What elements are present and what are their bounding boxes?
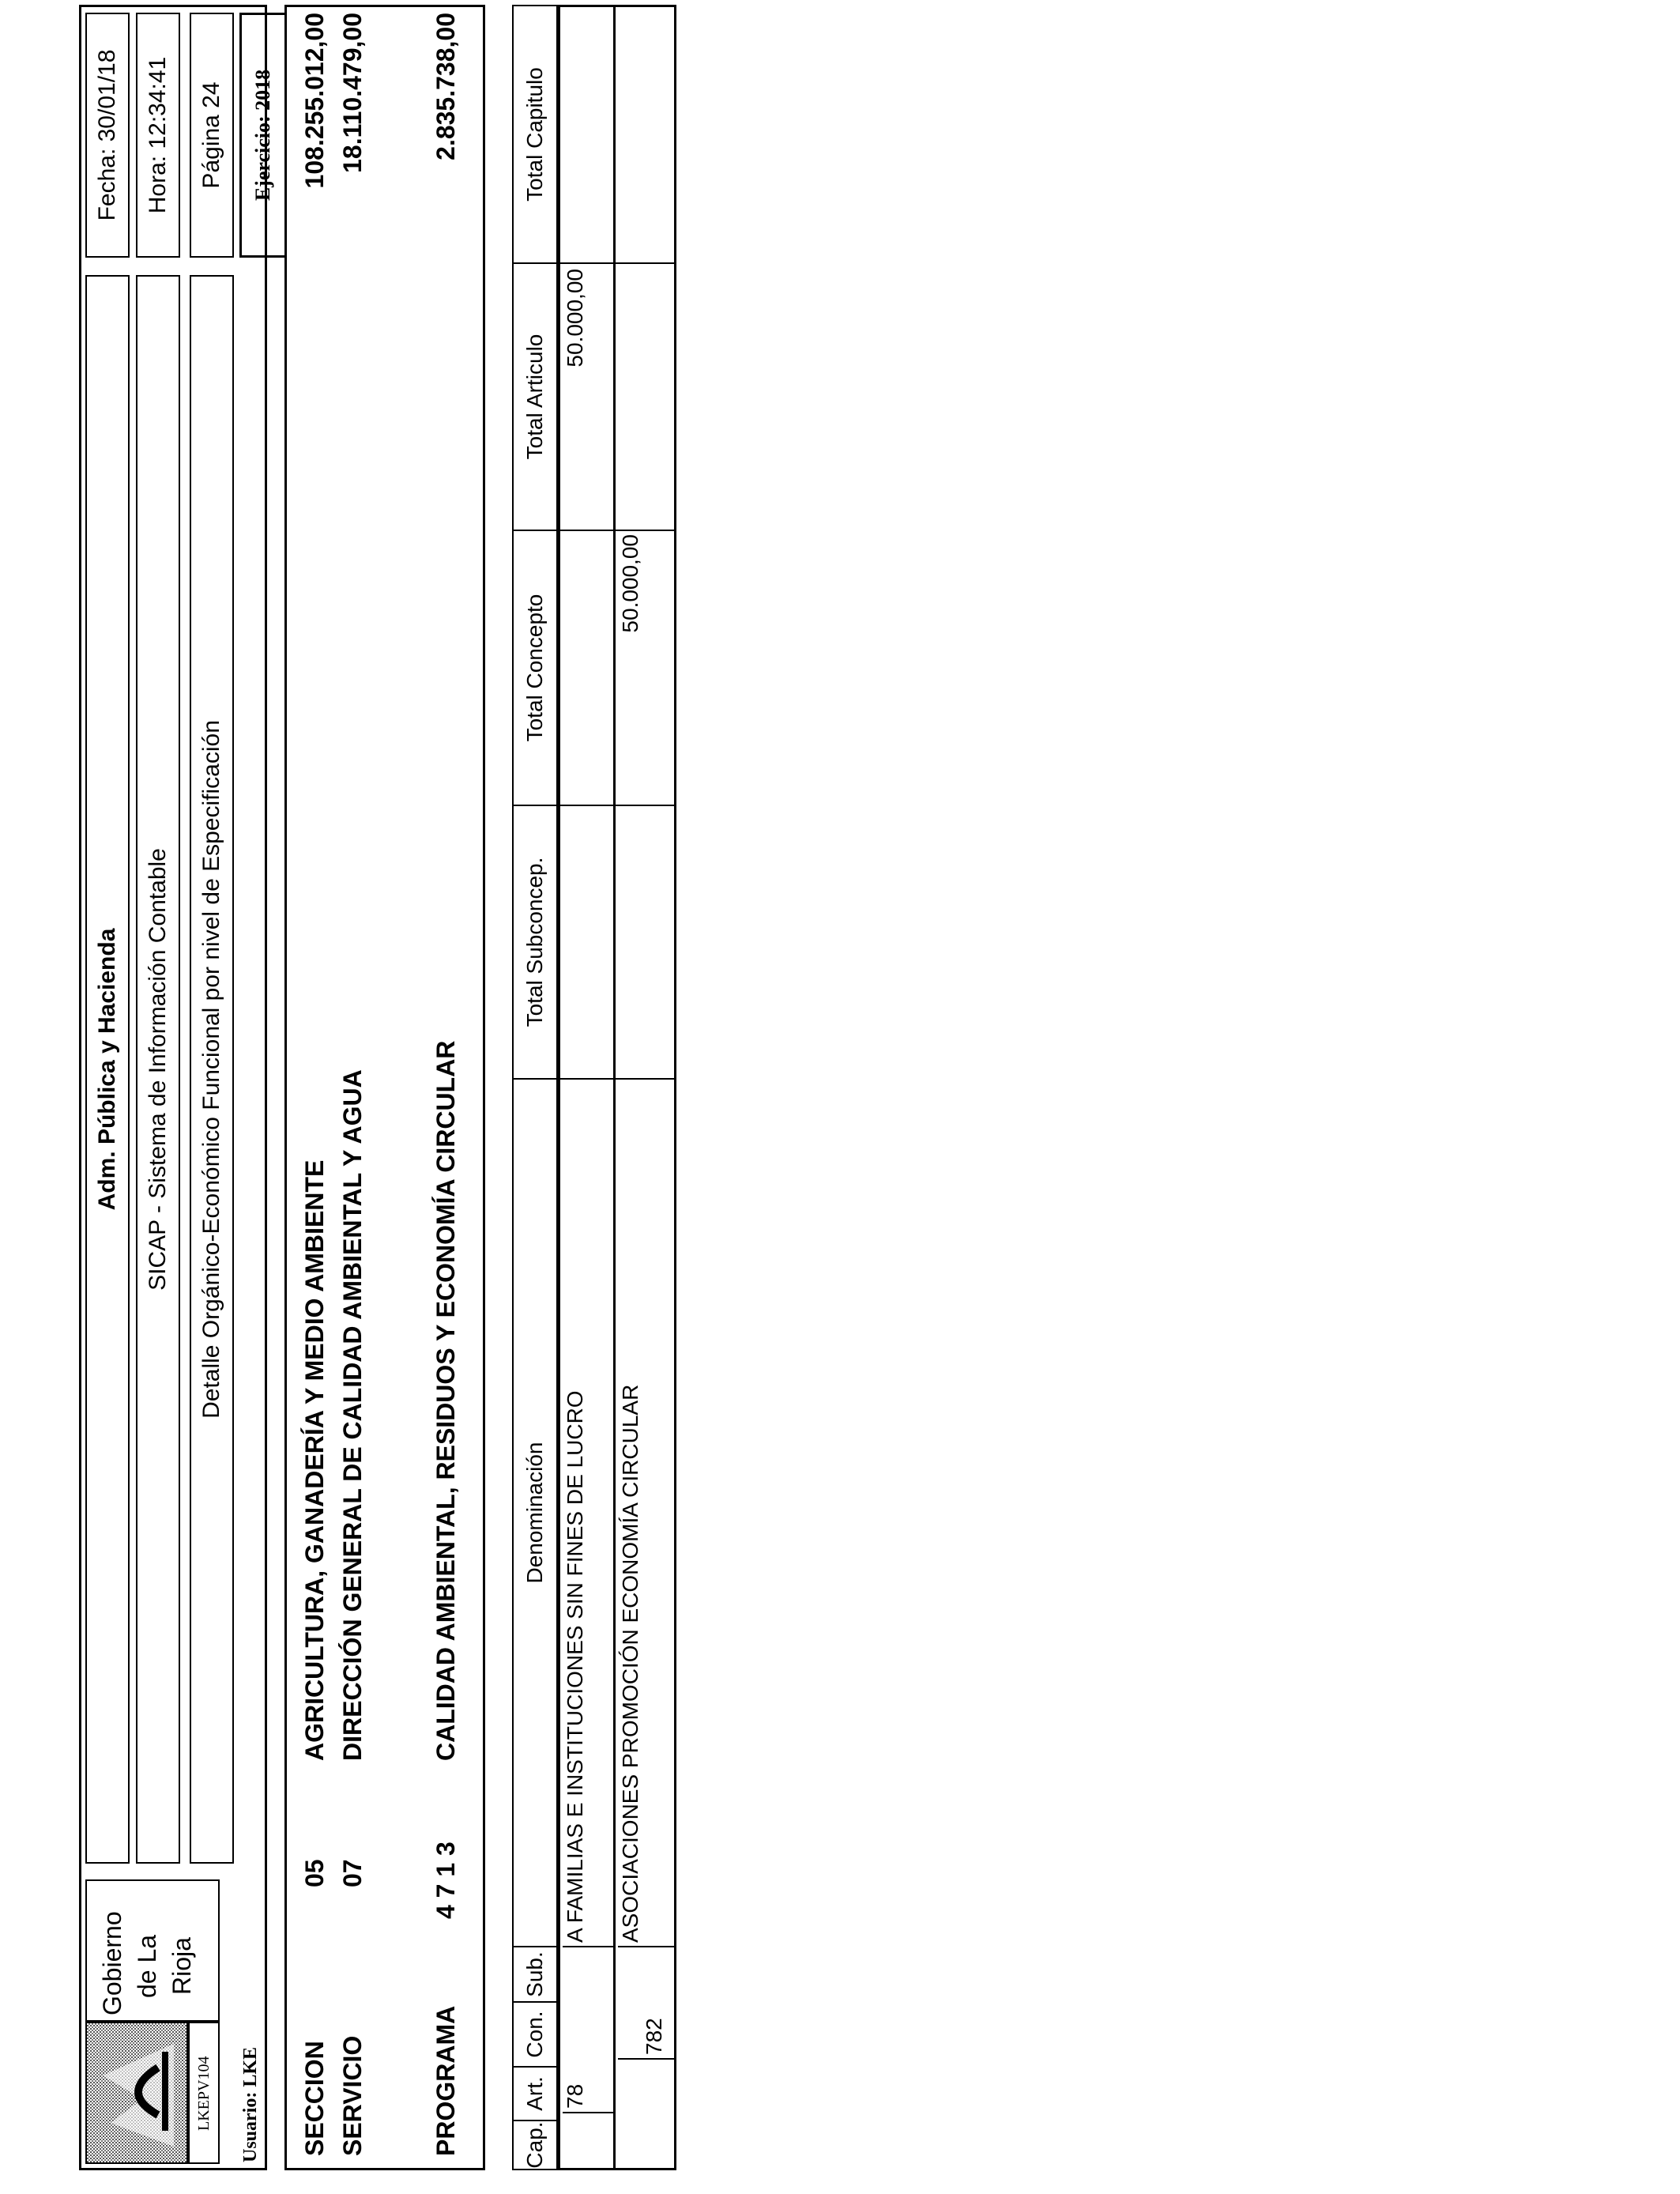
col-line — [558, 530, 676, 531]
pagina: Página 24 — [198, 81, 224, 189]
gobierno-rioja-logo-icon — [87, 2023, 186, 2162]
programa-label: PROGRAMA — [431, 2005, 460, 2156]
col-header-cap: Cap. — [512, 2120, 558, 2170]
col-header-con: Con. — [512, 2001, 558, 2068]
org-line-2: de La — [133, 1934, 161, 1998]
ejercicio-box — [239, 13, 287, 258]
row1-denominacion: A FAMILIAS E INSTITUCIONES SIN FINES DE LUCRO — [563, 1078, 613, 1947]
col-header-art: Art. — [512, 2066, 558, 2121]
org-box — [85, 1879, 220, 2022]
title-3-box — [190, 275, 234, 1864]
servicio-amount: 18.110.479,00 — [338, 13, 367, 173]
row1-art: 78 — [563, 2058, 613, 2113]
org-line-1: Gobierno — [98, 1911, 126, 2015]
ejercicio: Ejercicio: 2018 — [251, 69, 274, 202]
fecha: Fecha: 30/01/18 — [94, 49, 120, 221]
hora: Hora: 12:34:41 — [145, 56, 171, 214]
title-3: Detalle Orgánico-Económico Funcional por nivel de Especificación — [198, 720, 224, 1419]
org-line-3: Rioja — [168, 1937, 196, 1995]
col-line — [558, 262, 676, 264]
col-header-total-capitulo: Total Capitulo — [512, 5, 558, 264]
row2-con: 782 — [618, 1993, 675, 2060]
title-1: Adm. Pública y Hacienda — [94, 928, 120, 1211]
col-header-total-articulo: Total Articulo — [512, 262, 558, 531]
row1-total-articulo: 50.000,00 — [563, 262, 613, 531]
logo-code: LKEPV104 — [194, 2056, 213, 2131]
programa-name: CALIDAD AMBIENTAL, RESIDUOS Y ECONOMÍA CIRCULAR — [431, 1040, 460, 1761]
col-header-total-subconcep: Total Subconcep. — [512, 805, 558, 1080]
col-header-total-concepto: Total Concepto — [512, 530, 558, 806]
col-header-denominacion: Denominación — [512, 1078, 558, 1947]
seccion-name: AGRICULTURA, GANADERÍA Y MEDIO AMBIENTE — [300, 1159, 329, 1761]
title-2-box — [136, 275, 180, 1864]
seccion-amount: 108.255.012,00 — [300, 13, 329, 189]
detail-table — [512, 5, 676, 2170]
servicio-label: SERVICIO — [338, 2035, 367, 2156]
col-line — [558, 1078, 676, 1080]
seccion-label: SECCION — [300, 2041, 329, 2156]
row-divider — [613, 5, 616, 2170]
servicio-code: 07 — [338, 1859, 367, 1887]
col-header-sub: Sub. — [512, 1946, 558, 2003]
programa-amount: 2.835.738,00 — [431, 13, 460, 160]
logo-box — [85, 2022, 188, 2164]
servicio-name: DIRECCIÓN GENERAL DE CALIDAD AMBIENTAL Y AGUA — [338, 1069, 367, 1761]
row2-total-concepto: 50.000,00 — [618, 530, 675, 806]
fecha-box — [85, 13, 130, 258]
logo-code-box — [188, 2022, 220, 2164]
row2-denominacion: ASOCIACIONES PROMOCIÓN ECONOMÍA CIRCULAR — [618, 1078, 675, 1947]
seccion-code: 05 — [300, 1859, 329, 1887]
title-2: SICAP - Sistema de Información Contable — [145, 848, 171, 1291]
programa-code: 4 7 1 3 — [431, 1842, 460, 1919]
col-line — [558, 805, 676, 806]
usuario: Usuario: LKE — [240, 2046, 261, 2162]
hora-box — [136, 13, 180, 258]
title-1-box — [85, 275, 130, 1864]
pagina-box — [190, 13, 234, 258]
